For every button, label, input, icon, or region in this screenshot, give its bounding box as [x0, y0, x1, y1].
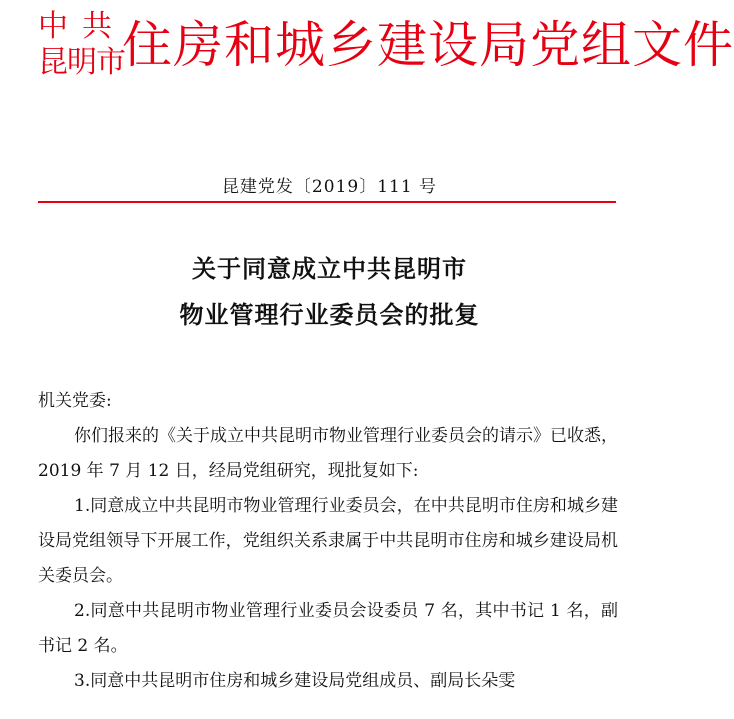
issuer-block: [38, 8, 126, 84]
red-masthead: [38, 8, 734, 84]
issuer-line-1: 中共: [38, 9, 126, 44]
document-body: [38, 384, 618, 699]
issuer-line-2: 昆明市: [38, 45, 125, 80]
red-separator-line: [38, 201, 616, 203]
subject-title: [0, 246, 659, 338]
salutation: 机关党委:: [38, 391, 112, 411]
subject-line-1: 关于同意成立中共昆明市: [192, 254, 467, 283]
body-paragraph-2: 1.同意成立中共昆明市物业管理行业委员会，在中共昆明市住房和城乡建设局党组领导下开展工作，党组织关系隶属于中共昆明市住房和城乡建设局机关委员会。: [38, 496, 618, 586]
body-paragraph-4: 3.同意中共昆明市住房和城乡建设局党组成员、副局长朵雯: [74, 671, 516, 691]
body-paragraph-1: 你们报来的《关于成立中共昆明市物业管理行业委员会的请示》已收悉，2019 年 7 月 12 日，经局党组研究，现批复如下:: [38, 426, 618, 481]
masthead-doc-title: 住房和城乡建设局党组文件: [122, 16, 734, 74]
document-number: 昆建党发〔2019〕111 号: [221, 177, 438, 197]
subject-line-2: 物业管理行业委员会的批复: [179, 300, 480, 329]
body-paragraph-3: 2.同意中共昆明市物业管理行业委员会设委员 7 名，其中书记 1 名，副书记 2 名。: [38, 601, 618, 656]
